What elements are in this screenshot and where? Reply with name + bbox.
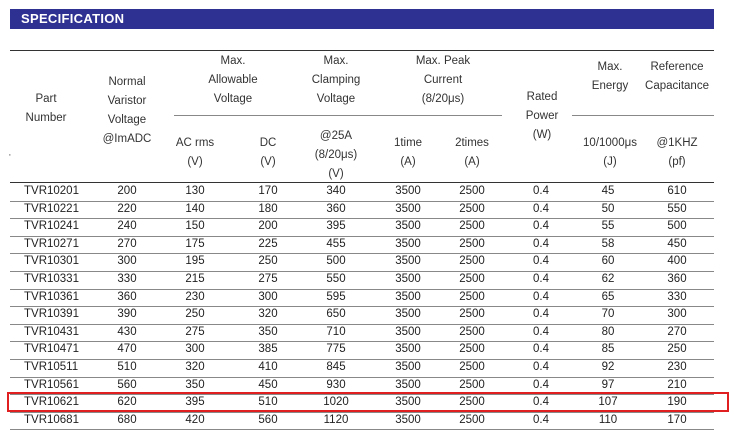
cell-ac-rms: 275 (185, 325, 205, 338)
cell-peak-current-1time: 3500 (395, 378, 421, 391)
header-ac-rms: AC rms (V) (175, 137, 215, 168)
cell-part-number: TVR10221 (24, 202, 79, 215)
cell-varistor-voltage: 390 (117, 308, 137, 321)
cell-capacitance: 330 (667, 290, 687, 303)
cell-max-energy: 55 (601, 220, 615, 233)
row-divider (10, 429, 714, 430)
cell-max-energy: 85 (601, 343, 615, 356)
cell-capacitance: 170 (667, 413, 687, 426)
cell-dc: 510 (258, 396, 278, 409)
header-energy-sub: 10/1000μs (J) (583, 137, 637, 168)
cell-peak-current-2times: 2500 (459, 220, 485, 233)
cell-clamping-voltage: 1020 (323, 396, 349, 409)
cell-varistor-voltage: 330 (117, 273, 137, 285)
cell-clamping-voltage: 775 (326, 343, 346, 356)
cell-part-number: TVR10201 (24, 185, 79, 197)
cell-dc: 225 (258, 237, 278, 250)
cell-peak-current-1time: 3500 (395, 273, 421, 285)
cell-peak-current-1time: 3500 (395, 202, 421, 215)
cell-rated-power: 0.4 (533, 220, 549, 233)
cell-peak-current-2times: 2500 (459, 237, 485, 250)
cell-ac-rms: 350 (185, 378, 205, 391)
cell-rated-power: 0.4 (533, 290, 549, 303)
cell-varistor-voltage: 270 (117, 237, 137, 250)
cell-ac-rms: 320 (185, 361, 205, 373)
header-max-energy: Max. Energy (591, 61, 629, 92)
cell-capacitance: 610 (667, 185, 687, 197)
cell-clamping-voltage: 360 (326, 202, 346, 215)
header-max-peak-current: Max. Peak Current (8/20μs) (415, 55, 471, 105)
cell-clamping-voltage: 595 (326, 290, 346, 303)
cell-varistor-voltage: 680 (117, 413, 137, 426)
highlighted-row-outline (7, 392, 729, 412)
cell-dc: 300 (258, 290, 278, 303)
cell-varistor-voltage: 430 (117, 325, 137, 338)
cell-ac-rms: 150 (185, 220, 205, 233)
header-reference-capacitance: Reference Capacitance (645, 61, 709, 92)
cell-peak-current-1time: 3500 (395, 396, 421, 409)
header-part-number: Part Number (25, 93, 67, 124)
cell-ac-rms: 215 (185, 273, 205, 285)
cell-max-energy: 62 (601, 273, 615, 285)
cell-dc: 275 (258, 273, 278, 285)
section-title-banner (10, 9, 714, 29)
cell-peak-current-2times: 2500 (459, 361, 485, 373)
cell-part-number: TVR10471 (24, 343, 79, 356)
cell-varistor-voltage: 620 (117, 396, 137, 409)
cell-capacitance: 450 (667, 237, 687, 250)
cell-rated-power: 0.4 (533, 343, 549, 356)
cell-part-number: TVR10681 (24, 413, 79, 426)
cell-clamping-voltage: 845 (326, 361, 346, 373)
cell-ac-rms: 395 (185, 396, 205, 409)
cell-ac-rms: 250 (185, 308, 205, 321)
cell-peak-current-2times: 2500 (459, 413, 485, 426)
header-max-clamping-voltage: Max. Clamping Voltage (311, 55, 361, 105)
cell-peak-current-2times: 2500 (459, 273, 485, 285)
header-dot-mark: · (8, 149, 12, 161)
cell-dc: 180 (258, 202, 278, 215)
cell-varistor-voltage: 510 (117, 361, 137, 373)
cell-capacitance: 250 (667, 343, 687, 356)
cell-clamping-voltage: 340 (326, 185, 346, 197)
cell-dc: 350 (258, 325, 278, 338)
cell-ac-rms: 140 (185, 202, 205, 215)
cell-peak-current-1time: 3500 (395, 325, 421, 338)
cell-peak-current-1time: 3500 (395, 290, 421, 303)
header-capacitance-sub: @1KHZ (pf) (656, 137, 698, 168)
cell-peak-current-1time: 3500 (395, 361, 421, 373)
cell-part-number: TVR10301 (24, 255, 79, 268)
cell-max-energy: 50 (601, 202, 615, 215)
cell-clamping-voltage: 1120 (323, 413, 349, 426)
cell-peak-current-1time: 3500 (395, 237, 421, 250)
cell-peak-current-2times: 2500 (459, 202, 485, 215)
cell-part-number: TVR10241 (24, 220, 79, 233)
cell-max-energy: 92 (601, 361, 615, 373)
cell-rated-power: 0.4 (533, 378, 549, 391)
header-normal-varistor-voltage: Normal Varistor Voltage @ImADC (102, 76, 152, 145)
cell-max-energy: 110 (598, 413, 618, 426)
cell-dc: 410 (258, 361, 278, 373)
cell-peak-current-1time: 3500 (395, 255, 421, 268)
cell-clamping-voltage: 930 (326, 378, 346, 391)
cell-clamping-voltage: 550 (326, 273, 346, 285)
cell-capacitance: 550 (667, 202, 687, 215)
cell-peak-current-1time: 3500 (395, 185, 421, 197)
header-max-allowable-voltage: Max. Allowable Voltage (208, 55, 258, 105)
cell-capacitance: 360 (667, 273, 687, 285)
cell-clamping-voltage: 650 (326, 308, 346, 321)
cell-clamping-voltage: 395 (326, 220, 346, 233)
cell-peak-current-1time: 3500 (395, 308, 421, 321)
cell-rated-power: 0.4 (533, 185, 549, 197)
cell-peak-current-2times: 2500 (459, 308, 485, 321)
cell-part-number: TVR10361 (24, 290, 79, 303)
cell-rated-power: 0.4 (533, 396, 549, 409)
cell-part-number: TVR10561 (24, 378, 79, 391)
cell-rated-power: 0.4 (533, 273, 549, 285)
cell-varistor-voltage: 360 (117, 290, 137, 303)
cell-max-energy: 60 (601, 255, 615, 268)
cell-capacitance: 210 (667, 378, 687, 391)
cell-ac-rms: 230 (185, 290, 205, 303)
cell-capacitance: 230 (667, 361, 687, 373)
cell-ac-rms: 300 (185, 343, 205, 356)
cell-max-energy: 45 (601, 185, 615, 197)
cell-dc: 200 (258, 220, 278, 233)
cell-max-energy: 70 (601, 308, 615, 321)
cell-max-energy: 80 (601, 325, 615, 338)
cell-varistor-voltage: 240 (117, 220, 137, 233)
cell-part-number: TVR10511 (24, 361, 79, 373)
cell-ac-rms: 175 (185, 237, 205, 250)
header-one-time: 1time (A) (393, 137, 423, 168)
cell-rated-power: 0.4 (533, 325, 549, 338)
cell-rated-power: 0.4 (533, 308, 549, 321)
cell-capacitance: 190 (667, 396, 687, 409)
cell-max-energy: 107 (598, 396, 618, 409)
cell-max-energy: 58 (601, 237, 615, 250)
cell-capacitance: 270 (667, 325, 687, 338)
cell-peak-current-1time: 3500 (395, 220, 421, 233)
cell-peak-current-2times: 2500 (459, 325, 485, 338)
cell-varistor-voltage: 200 (117, 185, 137, 197)
cell-peak-current-2times: 2500 (459, 290, 485, 303)
cell-varistor-voltage: 220 (117, 202, 137, 215)
cell-peak-current-2times: 2500 (459, 378, 485, 391)
cell-peak-current-2times: 2500 (459, 396, 485, 409)
cell-dc: 385 (258, 343, 278, 356)
header-rated-power: Rated Power (W) (525, 91, 559, 141)
cell-clamping-voltage: 500 (326, 255, 346, 268)
cell-part-number: TVR10431 (24, 325, 79, 338)
cell-dc: 250 (258, 255, 278, 268)
header-dc: DC (V) (259, 137, 277, 168)
cell-rated-power: 0.4 (533, 361, 549, 373)
cell-max-energy: 97 (601, 378, 615, 391)
cell-varistor-voltage: 470 (117, 343, 137, 356)
cell-capacitance: 500 (667, 220, 687, 233)
cell-dc: 170 (258, 185, 278, 197)
cell-part-number: TVR10331 (24, 273, 79, 285)
cell-capacitance: 300 (667, 308, 687, 321)
cell-peak-current-1time: 3500 (395, 413, 421, 426)
cell-varistor-voltage: 300 (117, 255, 137, 268)
cell-rated-power: 0.4 (533, 202, 549, 215)
cell-max-energy: 65 (601, 290, 615, 303)
cell-clamping-voltage: 455 (326, 237, 346, 250)
cell-rated-power: 0.4 (533, 413, 549, 426)
cell-capacitance: 400 (667, 255, 687, 268)
cell-dc: 560 (258, 413, 278, 426)
cell-part-number: TVR10621 (24, 396, 79, 409)
cell-dc: 320 (258, 308, 278, 321)
header-clamping-sub: @25A (8/20μs) (V) (314, 130, 358, 180)
cell-clamping-voltage: 710 (326, 325, 346, 338)
cell-dc: 450 (258, 378, 278, 391)
cell-ac-rms: 420 (185, 413, 205, 426)
cell-part-number: TVR10271 (24, 237, 79, 250)
section-title: SPECIFICATION (21, 11, 125, 26)
cell-varistor-voltage: 560 (117, 378, 137, 391)
cell-part-number: TVR10391 (24, 308, 79, 321)
header-two-times: 2times (A) (455, 137, 489, 168)
cell-peak-current-2times: 2500 (459, 255, 485, 268)
table-top-border (10, 50, 714, 51)
cell-rated-power: 0.4 (533, 237, 549, 250)
cell-peak-current-1time: 3500 (395, 343, 421, 356)
cell-ac-rms: 130 (185, 185, 205, 197)
cell-peak-current-2times: 2500 (459, 185, 485, 197)
energy-capacitance-subheader-divider (572, 115, 714, 116)
cell-ac-rms: 195 (185, 255, 205, 268)
voltage-current-subheader-divider (174, 115, 502, 116)
cell-peak-current-2times: 2500 (459, 343, 485, 356)
cell-rated-power: 0.4 (533, 255, 549, 268)
